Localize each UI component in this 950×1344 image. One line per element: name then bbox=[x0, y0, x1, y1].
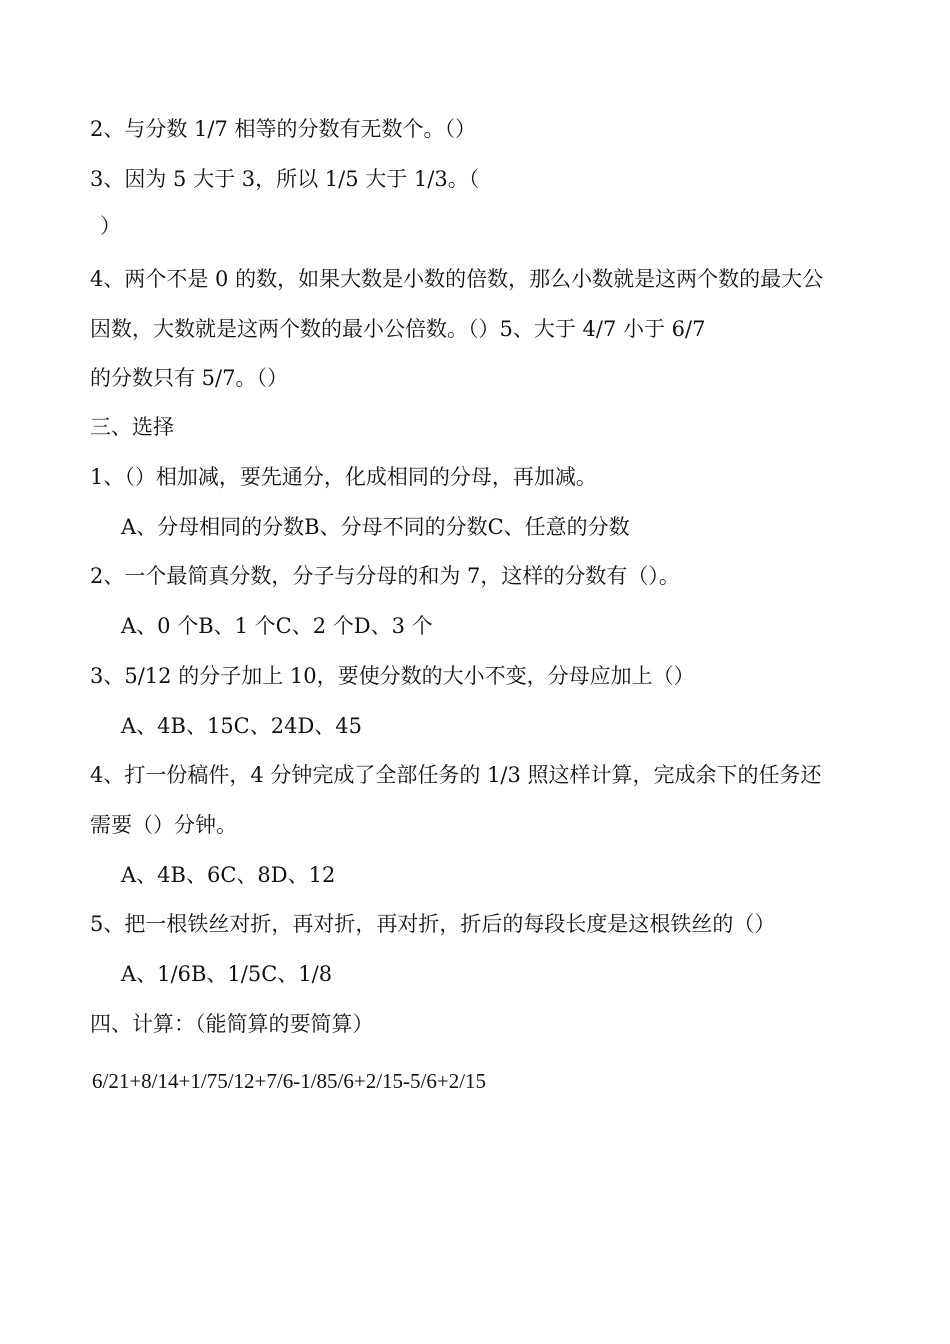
choice-heading: 三、选择 bbox=[90, 415, 174, 439]
judgment-q4-line2: 因数，大数就是这两个数的最小公倍数。（）5、大于 4/7 小于 6/7 bbox=[90, 317, 706, 341]
choice-q4-options: A、4B、6C、8D、12 bbox=[121, 863, 336, 887]
choice-q2: 2、一个最简真分数，分子与分母的和为 7，这样的分数有（）。 bbox=[90, 564, 680, 588]
choice-q1: 1、（）相加减，要先通分，化成相同的分母，再加减。 bbox=[90, 465, 597, 489]
judgment-q2: 2、与分数 1/7 相等的分数有无数个。（） bbox=[90, 117, 477, 141]
choice-q4-line2: 需要（）分钟。 bbox=[90, 813, 237, 837]
judgment-q3-line2: ） bbox=[100, 214, 121, 238]
judgment-q5-line2: 的分数只有 5/7。（） bbox=[90, 366, 288, 390]
choice-q1-options: A、分母相同的分数B、分母不同的分数C、任意的分数 bbox=[121, 515, 630, 539]
calculation-heading: 四、计算：（能简算的要简算） bbox=[90, 1012, 374, 1036]
calculation-expressions: 6/21+8/14+1/75/12+7/6-1/85/6+2/15-5/6+2/15 bbox=[92, 1069, 487, 1093]
choice-q2-options: A、0 个B、1 个C、2 个D、3 个 bbox=[121, 614, 433, 638]
choice-q5-options: A、1/6B、1/5C、1/8 bbox=[121, 962, 333, 986]
choice-q3: 3、5/12 的分子加上 10，要使分数的大小不变，分母应加上（） bbox=[90, 664, 695, 688]
choice-q5: 5、把一根铁丝对折，再对折，再对折，折后的每段长度是这根铁丝的（） bbox=[90, 912, 776, 936]
choice-q4-line1: 4、打一份稿件，4 分钟完成了全部任务的 1/3 照这样计算，完成余下的任务还 bbox=[90, 763, 822, 787]
judgment-q4-line1: 4、两个不是 0 的数，如果大数是小数的倍数，那么小数就是这两个数的最大公 bbox=[90, 267, 824, 291]
judgment-q3-line1: 3、因为 5 大于 3，所以 1/5 大于 1/3。（ bbox=[90, 167, 480, 191]
choice-q3-options: A、4B、15C、24D、45 bbox=[121, 714, 363, 738]
